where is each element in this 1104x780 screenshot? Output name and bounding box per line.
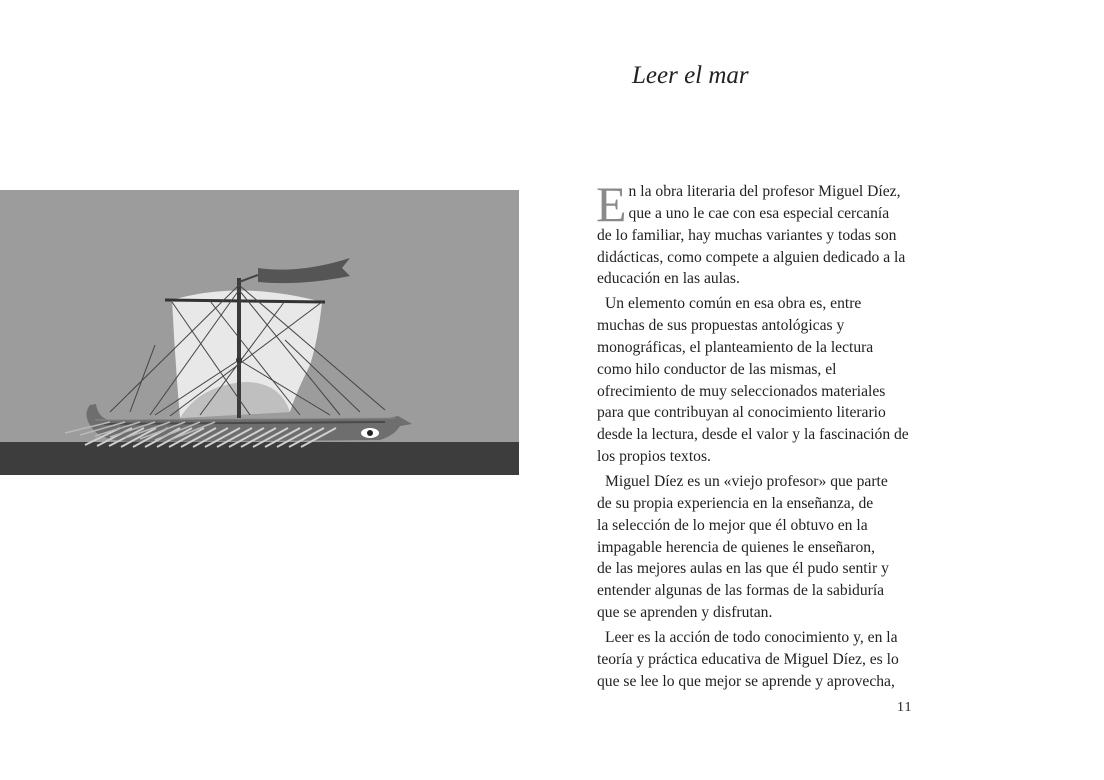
ship-illustration — [0, 190, 519, 475]
text-line: desde la lectura, desde el valor y la fascinación de — [597, 426, 909, 444]
text-line: teoría y práctica educativa de Miguel Díez, es lo — [597, 650, 899, 668]
paragraph — [597, 471, 927, 624]
text-line: educación en las aulas. — [597, 270, 740, 288]
text-line: que se aprenden y disfrutan. — [597, 604, 773, 622]
page-number: 11 — [897, 700, 913, 715]
chapter-title: Leer el mar — [632, 62, 749, 89]
text-line: como hilo conductor de las mismas, el — [597, 360, 837, 378]
body-text — [596, 176, 927, 695]
text-line: muchas de sus propuestas antológicas y — [597, 317, 845, 335]
paragraph — [596, 176, 927, 290]
text-line: entender algunas de las formas de la sabiduría — [597, 582, 885, 600]
text-line: que se lee lo que mejor se aprende y aprovecha, — [597, 672, 895, 690]
text-line: Miguel Díez es un «viejo profesor» que parte — [605, 472, 888, 490]
sea — [0, 442, 519, 475]
drop-cap: E — [596, 176, 627, 232]
paragraph — [597, 627, 927, 693]
text-line: n la obra literaria del profesor Miguel Díez, — [628, 183, 901, 200]
text-line: de lo familiar, hay muchas variantes y todas son — [597, 226, 897, 244]
text-line: Un elemento común en esa obra es, entre — [605, 295, 862, 313]
text-line: para que contribuyan al conocimiento literario — [597, 404, 886, 422]
paragraph — [597, 293, 927, 468]
text-line: monográficas, el planteamiento de la lectura — [597, 338, 874, 356]
text-line: didácticas, como compete a alguien dedicado a la — [597, 248, 906, 266]
text-line: de las mejores aulas en las que él pudo sentir y — [597, 560, 889, 578]
text-line: que a uno le cae con esa especial cercanía — [628, 204, 890, 222]
text-line: ofrecimiento de muy seleccionados materiales — [597, 382, 886, 400]
text-line: impagable herencia de quienes le enseñaron, — [597, 538, 875, 556]
text-line: la selección de lo mejor que él obtuvo en la — [597, 516, 868, 534]
text-line: Leer es la acción de todo conocimiento y, en la — [605, 628, 898, 646]
text-line: de su propia experiencia en la enseñanza, de — [597, 494, 874, 512]
text-line: los propios textos. — [597, 448, 711, 466]
